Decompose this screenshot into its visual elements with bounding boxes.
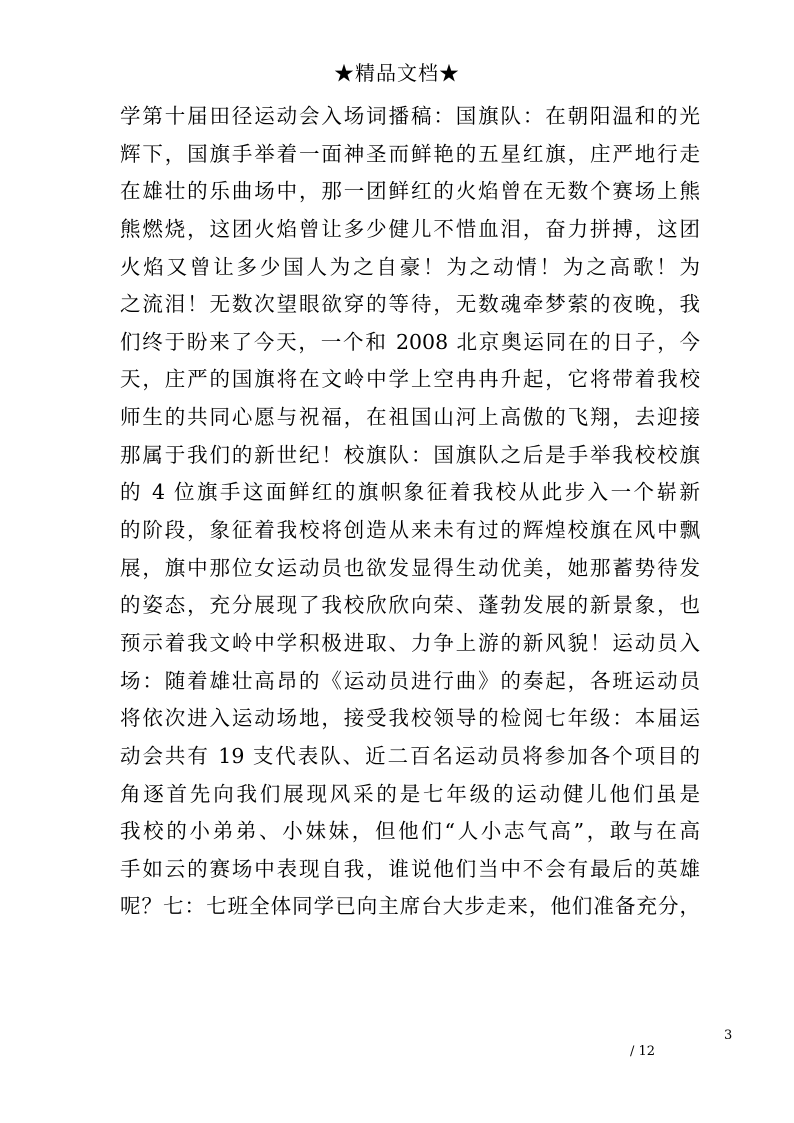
text-line: 火焰又曾让多少国人为之自豪！为之动情！为之高歌！为	[120, 254, 700, 279]
text-line: 辉下，国旗手举着一面神圣而鲜艳的五星红旗，庄严地行走	[120, 141, 700, 166]
document-body	[120, 98, 700, 926]
text-line: 天，庄严的国旗将在文岭中学上空冉冉升起，它将带着我校	[120, 367, 700, 392]
text-line: 熊燃烧，这团火焰曾让多少健儿不惜血泪，奋力拼搏，这团	[120, 216, 700, 241]
text-line: 场：随着雄壮高昂的《运动员进行曲》的奏起，各班运动员	[120, 668, 700, 693]
text-line: 角逐首先向我们展现风采的是七年级的运动健儿他们虽是	[120, 781, 700, 806]
page-number: 3	[724, 1028, 733, 1043]
text-line: 的 4 位旗手这面鲜红的旗帜象征着我校从此步入一个崭新	[120, 480, 700, 505]
text-line: 之流泪！无数次望眼欲穿的等待，无数魂牵梦萦的夜晚，我	[120, 292, 700, 317]
text-line: 那属于我们的新世纪！校旗队：国旗队之后是手举我校校旗	[120, 442, 700, 467]
text-line: 预示着我文岭中学积极进取、力争上游的新风貌！运动员入	[120, 630, 700, 655]
text-line: 我校的小弟弟、小妹妹，但他们“人小志气高”，敢与在高	[120, 819, 700, 844]
text-line: 在雄壮的乐曲场中，那一团鲜红的火焰曾在无数个赛场上熊	[120, 179, 700, 204]
text-line: 的阶段，象征着我校将创造从来未有过的辉煌校旗在风中飘	[120, 518, 700, 543]
text-line: 学第十届田径运动会入场词播稿：国旗队：在朝阳温和的光	[120, 104, 700, 128]
text-line: 们终于盼来了今天，一个和 2008 北京奥运同在的日子，今	[120, 329, 700, 354]
page-total: / 12	[630, 1044, 656, 1059]
text-line: 动会共有 19 支代表队、近二百名运动员将参加各个项目的	[120, 743, 700, 768]
text-line: 将依次进入运动场地，接受我校领导的检阅七年级：本届运	[120, 706, 700, 731]
text-line: 呢？七：七班全体同学已向主席台大步走来，他们准备充分，	[120, 894, 700, 919]
text-line: 手如云的赛场中表现自我，谁说他们当中不会有最后的英雄	[120, 856, 700, 881]
text-line: 师生的共同心愿与祝福，在祖国山河上高傲的飞翔，去迎接	[120, 405, 700, 430]
text-line: 的姿态，充分展现了我校欣欣向荣、蓬勃发展的新景象，也	[120, 593, 700, 618]
document-header-title: ★精品文档★	[334, 61, 460, 85]
text-line: 展，旗中那位女运动员也欲发显得生动优美，她那蓄势待发	[120, 555, 700, 580]
